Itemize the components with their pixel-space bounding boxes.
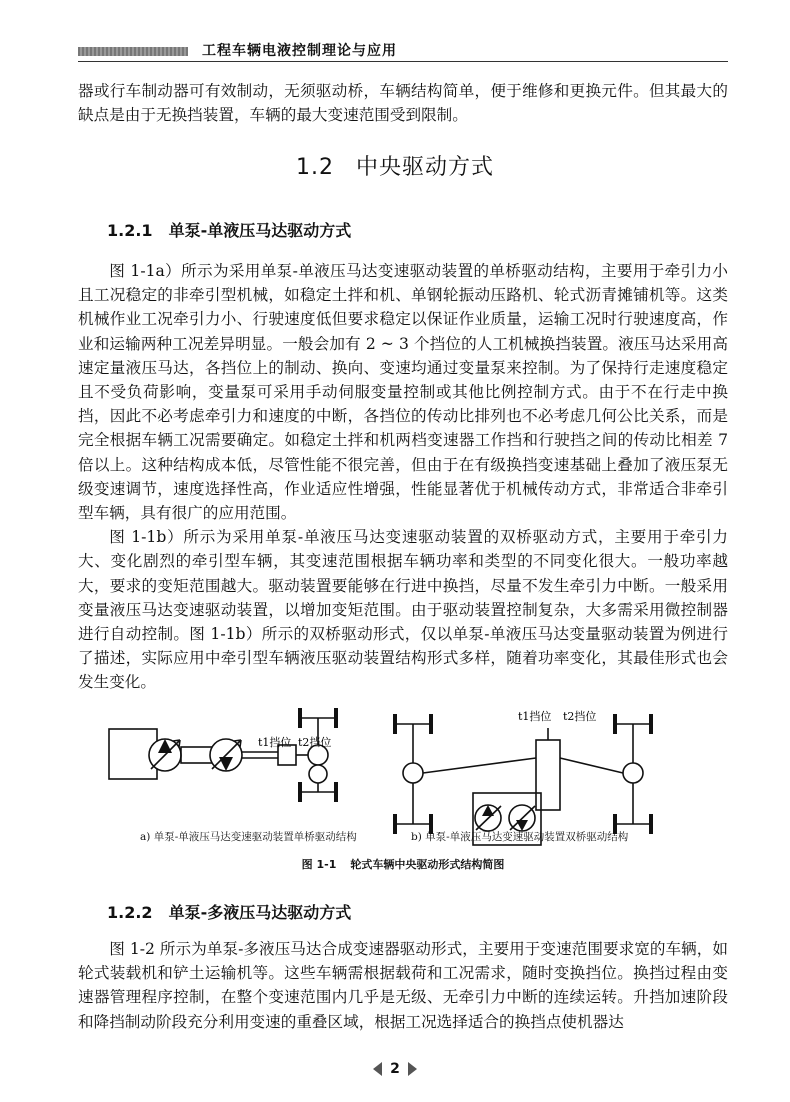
subsection-title: 单泵-多液压马达驱动方式	[168, 903, 352, 922]
header-decoration-bar	[78, 47, 188, 56]
triangle-left-icon	[373, 1062, 382, 1076]
header-rule	[78, 61, 728, 62]
label-t1: t1挡位	[258, 736, 292, 749]
sub-caption-a: a) 单泵-单液压马达变速驱动装置单桥驱动结构	[140, 831, 357, 843]
running-header	[78, 40, 728, 62]
figure-caption	[78, 856, 728, 872]
section-heading	[0, 150, 790, 181]
intro-paragraph	[78, 79, 728, 127]
subsection-2-body	[78, 937, 728, 1034]
figure-1-1	[78, 700, 728, 890]
figure-title: 轮式车辆中央驱动形式结构简图	[350, 858, 505, 871]
front-driveshaft	[423, 758, 536, 773]
sub-caption-b: b) 单泵-单液压马达变速驱动装置双桥驱动结构	[411, 831, 629, 843]
page-footer	[0, 1058, 790, 1077]
subsection-1-body	[78, 259, 728, 695]
diagram-a	[109, 708, 336, 802]
subsection-heading-1	[107, 218, 351, 241]
subsection-number: 1.2.2	[107, 903, 153, 922]
diagram-b	[395, 714, 651, 845]
rear-driveshaft	[560, 758, 623, 773]
figure-number: 图 1-1	[301, 858, 337, 871]
paragraph: 图 1-1b）所示为采用单泵-单液压马达变速驱动装置的双桥驱动方式，主要用于牵引力大、变化剧烈的牵引型车辆，其变速范围根据车辆功率和类型的不同变化很大。一般功率越大，要求的变矩范围越大。驱动装置要能够在行进中换挡，尽量不发生牵引力中断。一般采用变量液压马达变速驱动装置，以增加变矩范围。由于驱动装置控制复杂，大多需采用微控制器进行自动控制。图 1-1b）所示的双桥驱动形式，仅以单泵-单液压马达变量驱动装置为例进行了描述，实际应用中牵引型车辆液压驱动装置结构形式多样，随着功率变化，其最佳形式也会发生变化。	[78, 528, 728, 692]
intro-text: 器或行车制动器可有效制动，无须驱动桥，车辆结构简单，便于维修和更换元件。但其最大的缺点是由于无换挡装置，车辆的最大变速范围受到限制。	[78, 82, 728, 125]
paragraph: 图 1-2 所示为单泵-多液压马达合成变速器驱动形式，主要用于变速范围要求宽的车辆，如轮式装载机和铲土运输机等。这些车辆需根据载荷和工况需求，随时变换挡位。换挡过程由变速器管理程序控制，在整个变速范围内几乎是无级、无牵引力中断的连续运转。升挡加速阶段和降挡制动阶段充分利用变速的重叠区域，根据工况选择适合的换挡点使机器达	[78, 940, 728, 1031]
triangle-right-icon	[408, 1062, 417, 1076]
transfer-gearbox	[536, 740, 560, 810]
label-t2: t2挡位	[563, 710, 597, 723]
subsection-heading-2	[107, 900, 351, 923]
figure-diagram	[78, 700, 728, 850]
paragraph: 图 1-1a）所示为采用单泵-单液压马达变速驱动装置的单桥驱动结构，主要用于牵引力小且工况稳定的非牵引型机械，如稳定土拌和机、单钢轮振动压路机、轮式沥青摊铺机等。这类机械作业工况牵引力小、行驶速度低但要求稳定以保证作业质量，运输工况时行驶速度高，作业和运输两种工况差异明显。一般会加有 2 ~ 3 个挡位的人工机械换挡装置。液压马达采用高速定量液压马达，各挡位上的制动、换向、变速均通过变量泵来控制。为了保持行走速度稳定且不受负荷影响，变量泵可采用手动伺服变量控制或其他比例控制方式。由于不在行走中换挡，因此不必考虑牵引力和速度的中断，各挡位的传动比排列也不必考虑几何公比关系，而是完全根据车辆工况需要确定。如稳定土拌和机两档变速器工作挡和行驶挡之间的传动比相差 7 倍以上。这种结构成本低，尽管性能不很完善，但由于在有级换挡变速基础上叠加了液压泵无级变速调节，速度选择性高，作业适应性增强，性能显著优于机械传动方式，非常适合非牵引型车辆，具有很广的应用范围。	[78, 262, 728, 523]
page-number: 2	[390, 1061, 400, 1077]
subsection-number: 1.2.1	[107, 221, 153, 240]
subsection-title: 单泵-单液压马达驱动方式	[168, 221, 352, 240]
book-title: 工程车辆电液控制理论与应用	[202, 43, 397, 59]
label-t2: t2挡位	[298, 736, 332, 749]
section-number: 1.2	[295, 155, 334, 180]
label-t1: t1挡位	[518, 710, 552, 723]
section-title: 中央驱动方式	[355, 155, 494, 180]
